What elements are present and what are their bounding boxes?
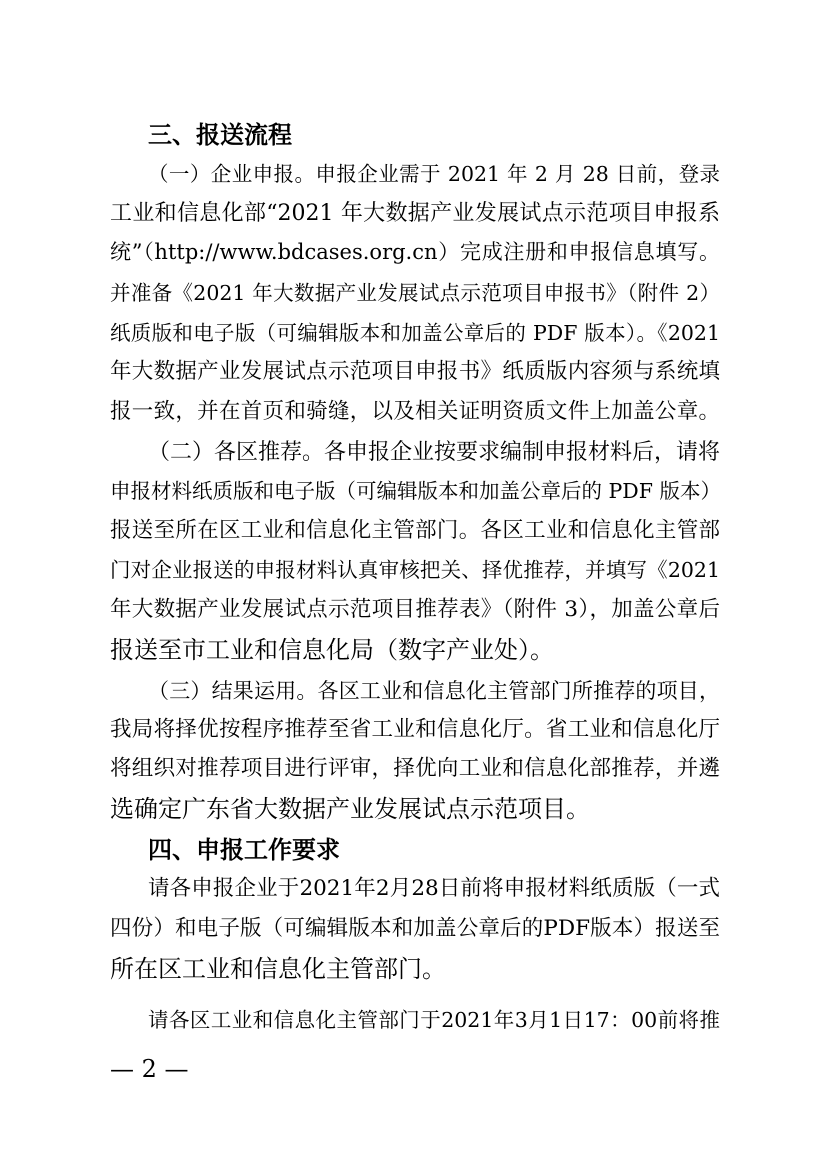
paragraph-line: 四份）和电子版（可编辑版本和加盖公章后的PDF版本）报送至: [110, 916, 720, 941]
paragraph-line: 将组织对推荐项目进行评审，择优向工业和信息化部推荐，并遴: [110, 756, 720, 781]
paragraph-line: 年大数据产业发展试点示范项目推荐表》（附件 3），加盖公章后: [110, 597, 720, 622]
paragraph-line: 工业和信息化部“2021 年大数据产业发展试点示范项目申报系: [110, 201, 720, 226]
paragraph-line: 门对企业报送的申报材料认真审核把关、择优推荐，并填写《2021: [110, 558, 720, 582]
paragraph-line: （二）各区推荐。各申报企业按要求编制申报材料后，请将: [148, 440, 721, 465]
paragraph-line: 我局将择优按程序推荐至省工业和信息化厅。省工业和信息化厅: [110, 717, 720, 742]
paragraph-line: 报送至市工业和信息化局（数字产业处）。: [110, 636, 554, 664]
paragraph-line: 并准备《2021 年大数据产业发展试点示范项目申报书》（附件 2）: [110, 281, 720, 305]
paragraph-line: （一）企业申报。申报企业需于 2021 年 2 月 28 日前，登录: [148, 162, 720, 186]
paragraph-line: 报一致，并在首页和骑缝，以及相关证明资质文件上加盖公章。: [110, 399, 720, 424]
paragraph-line: 请各区工业和信息化主管部门于2021年3月1日17：00前将推: [148, 1008, 720, 1032]
paragraph-line: 统”（http://www.bdcases.org.cn）完成注册和申报信息填写。: [110, 240, 720, 264]
section-4-heading: 四、申报工作要求: [148, 836, 340, 864]
paragraph-line: 申报材料纸质版和电子版（可编辑版本和加盖公章后的 PDF 版本）: [110, 479, 721, 503]
paragraph-line: 所在区工业和信息化主管部门。: [110, 955, 446, 983]
paragraph-line: 纸质版和电子版（可编辑版本和加盖公章后的 PDF 版本）。《2021: [110, 321, 720, 345]
paragraph-line: 请各申报企业于2021年2月28日前将申报材料纸质版（一式: [148, 876, 720, 901]
paragraph-line: 选确定广东省大数据产业发展试点示范项目。: [110, 795, 590, 823]
paragraph-line: 年大数据产业发展试点示范项目申报书》纸质版内容须与系统填: [110, 359, 720, 384]
page-number: — 2 —: [110, 1055, 189, 1083]
section-3-heading: 三、报送流程: [148, 121, 292, 149]
paragraph-line: （三）结果运用。各区工业和信息化主管部门所推荐的项目，: [148, 679, 720, 703]
paragraph-line: 报送至所在区工业和信息化主管部门。各区工业和信息化主管部: [110, 518, 720, 543]
